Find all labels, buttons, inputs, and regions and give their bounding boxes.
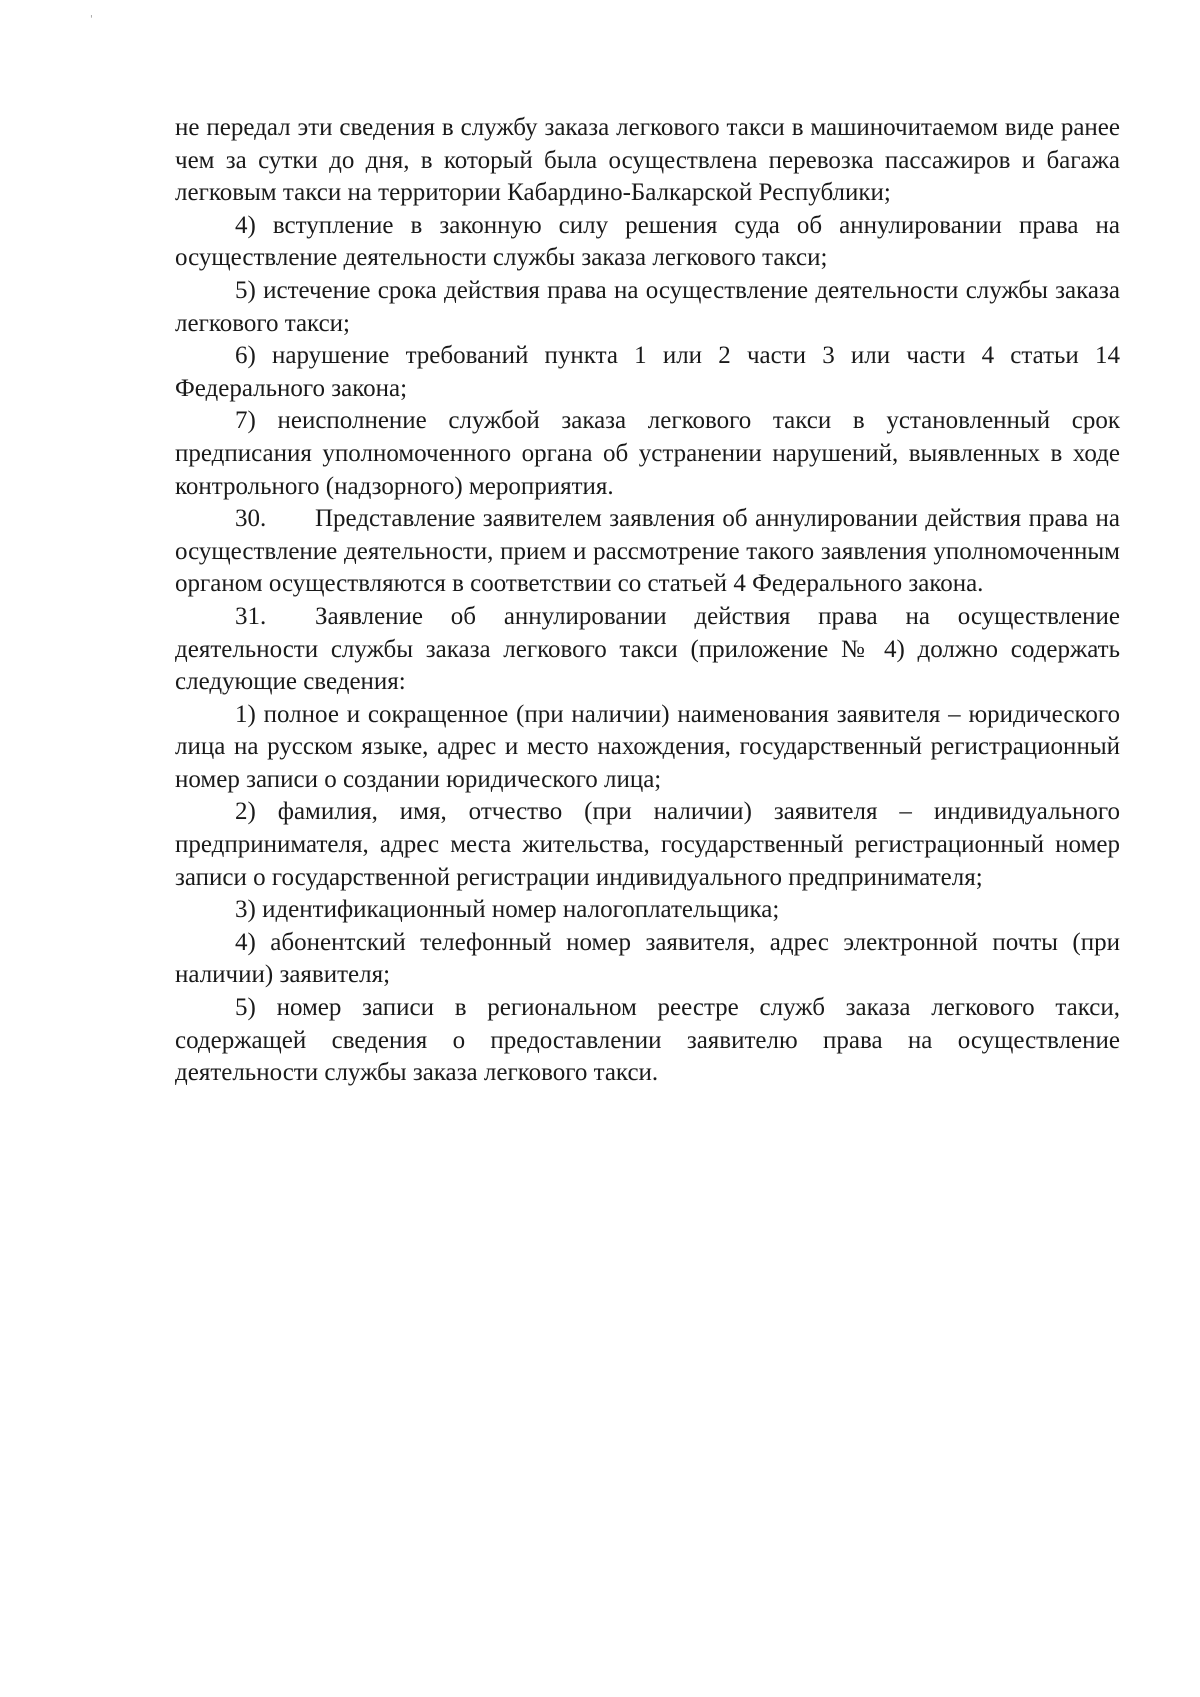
list-item-5b [175,992,1120,1090]
list-item-4b [175,927,1120,992]
paragraph-text: 7) неисполнение службой заказа легкового такси в установленный срок предписания уполномоченного органа об устранении нарушений, выявленных в ходе контрольного (надзорного) мероприятия. [175,407,1120,500]
clause-number: 31. [235,602,267,630]
paragraph-text: Представление заявителем заявления об аннулировании действия права на осуществление деятельности, прием и рассмотрение такого заявления уполномоченным органом осуществляются в соответствии со статьей 4 Федерального закона. [175,505,1120,598]
paragraph-text: 6) нарушение требований пункта 1 или 2 части 3 или части 4 статьи 14 Федерального закона; [175,342,1120,402]
list-item-5 [175,275,1120,340]
clause-number: 30. [235,505,267,533]
clause-30 [175,503,1120,601]
scan-artifact-mark: ' [90,14,93,25]
paragraph-text: 5) номер записи в региональном реестре служб заказа легкового такси, содержащей сведения о предоставлении заявителю права на осуществление деятельности службы заказа легкового такси. [175,994,1120,1087]
list-item-6 [175,340,1120,405]
list-item-7 [175,405,1120,503]
document-body [175,112,1120,1090]
paragraph-text: не передал эти сведения в службу заказа легкового такси в машиночитаемом виде ранее чем за сутки до дня, в который была осуществлена перевозка пассажиров и багажа легковым такси на территории Кабардино-Балкарской Республики; [175,114,1120,207]
paragraph-text: Заявление об аннулировании действия права на осуществление деятельности службы заказа легкового такси (приложение № 4) должно содержать следующие сведения: [175,602,1120,696]
list-item-4 [175,210,1120,275]
paragraph-text: 3) идентификационный номер налогоплательщика; [235,896,780,924]
list-item-3 [175,894,1120,927]
paragraph-text: 1) полное и сокращенное (при наличии) наименования заявителя – юридического лица на русском языке, адрес и место нахождения, государственный регистрационный номер записи о создании юридического лица; [175,700,1120,793]
list-item-1 [175,699,1120,797]
list-item-2 [175,796,1120,894]
paragraph-text: 4) абонентский телефонный номер заявителя, адрес электронной почты (при наличии) заявителя; [175,928,1120,989]
paragraph-text: 2) фамилия, имя, отчество (при наличии) заявителя – индивидуального предпринимателя, адрес места жительства, государственный регистрационный номер записи о государственной регистрации индивидуального предпринимателя; [175,798,1120,891]
clause-31 [175,601,1120,699]
paragraph-text: 4) вступление в законную силу решения суда об аннулировании права на осуществление деятельности службы заказа легкового такси; [175,211,1120,272]
paragraph-continuation [175,112,1120,210]
paragraph-text: 5) истечение срока действия права на осуществление деятельности службы заказа легкового такси; [175,276,1120,337]
